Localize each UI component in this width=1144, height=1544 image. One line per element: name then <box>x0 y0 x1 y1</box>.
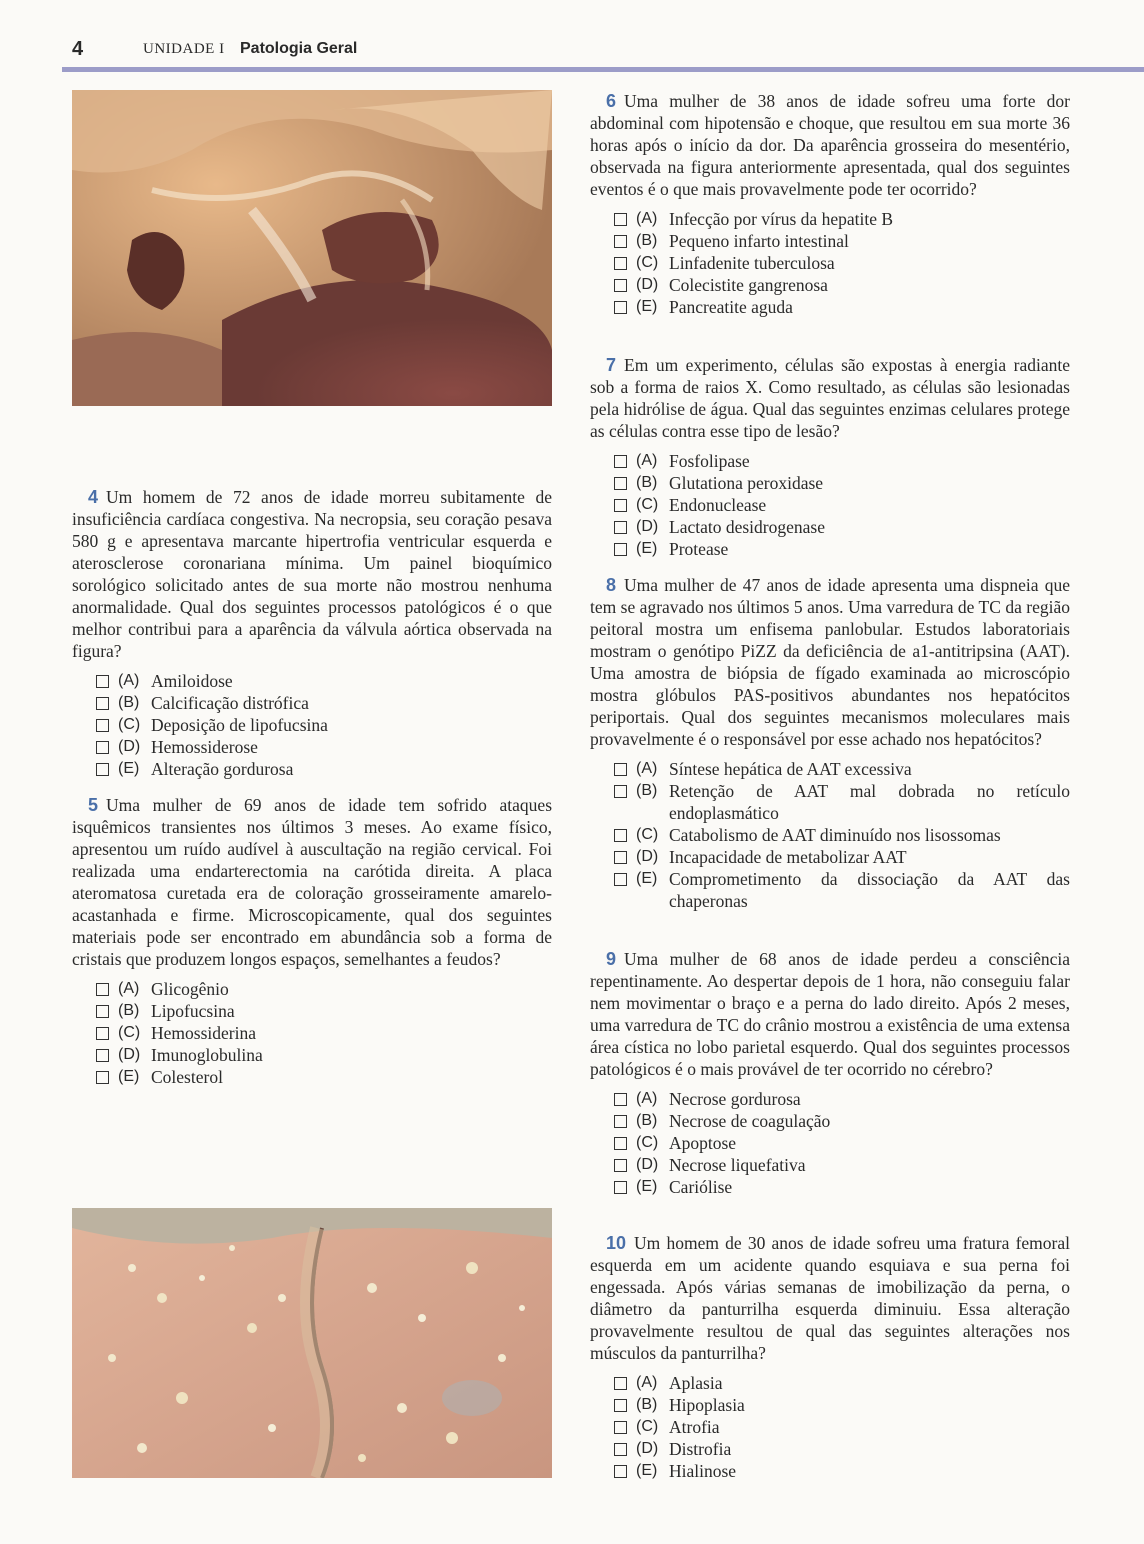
checkbox-icon[interactable] <box>614 873 627 886</box>
option-text: Hemossiderina <box>151 1023 256 1043</box>
option-letter: (D) <box>118 738 141 755</box>
question-text: Uma mulher de 47 anos de idade apresenta uma dispneia que tem se agravado nos últimos 5 anos. Uma varredura de TC da região peitoral mostra um enfisema panlobular. Estudos laboratoriais mostram o genótipo PiZZ da deficiência de a1-antitripsina (AAT). Uma amostra de biópsia de fígado examinada ao microscópio mostra glóbulos PAS-positivos abundantes nos hepatócitos periportais. Qual dos seguintes mecanismos moleculares mais provavelmente é o responsável por esse achado nos hepatócitos? <box>590 575 1070 749</box>
question-text: Uma mulher de 68 anos de idade perdeu a consciência repentinamente. Ao despertar depois de 1 hora, não conseguiu falar nem movimentar o braço e a perna do lado direito. Após 2 meses, uma varredura de TC do crânio mostrou a existência de uma extensa área cística no lobo parietal esquerdo. Qual dos seguintes processos patológicos é o mais provável de ter ocorrido no cérebro? <box>590 949 1070 1079</box>
option-letter: (A) <box>118 980 140 997</box>
option-text: Hipoplasia <box>669 1395 745 1415</box>
option-d[interactable] <box>614 516 1070 538</box>
checkbox-icon[interactable] <box>614 1181 627 1194</box>
question-9 <box>590 948 1070 1198</box>
option-letter: (A) <box>118 672 140 689</box>
option-letter: (C) <box>636 254 659 271</box>
option-text: Apoptose <box>669 1133 737 1153</box>
option-letter: (A) <box>636 760 658 777</box>
option-text: Hialinose <box>669 1461 737 1481</box>
checkbox-icon[interactable] <box>96 697 109 710</box>
option-text: Síntese hepática de AAT excessiva <box>669 759 912 779</box>
option-letter: (B) <box>118 694 140 711</box>
option-text: Lipofucsina <box>151 1001 235 1021</box>
checkbox-icon[interactable] <box>96 675 109 688</box>
option-d[interactable] <box>96 1044 552 1066</box>
question-stem <box>72 486 552 662</box>
option-c[interactable] <box>96 714 552 736</box>
checkbox-icon[interactable] <box>614 521 627 534</box>
checkbox-icon[interactable] <box>614 1159 627 1172</box>
option-e[interactable] <box>614 868 1070 912</box>
option-letter: (A) <box>636 1090 658 1107</box>
mesentery-photo-image <box>72 1208 552 1478</box>
checkbox-icon[interactable] <box>614 1421 627 1434</box>
option-letter: (E) <box>636 870 658 887</box>
option-b[interactable] <box>614 1110 1070 1132</box>
option-text: Pequeno infarto intestinal <box>669 231 849 251</box>
checkbox-icon[interactable] <box>614 1093 627 1106</box>
question-text: Um homem de 72 anos de idade morreu subitamente de insuficiência cardíaca congestiva. Na necropsia, seu coração pesava 580 g e apresentava marcante hipertrofia ventricular esquerda e aterosclerose coronariana mínima. Um painel bioquímico sorológico solicitado antes de sua morte não mostrou nenhuma anormalidade. Qual dos seguintes processos patológicos é o que melhor contribui para a aparência da válvula aórtica observada na figura? <box>72 487 552 661</box>
option-c[interactable] <box>96 1022 552 1044</box>
checkbox-icon[interactable] <box>96 983 109 996</box>
option-d[interactable] <box>614 274 1070 296</box>
option-text: Catabolismo de AAT diminuído nos lisossomas <box>669 825 1001 845</box>
option-text: Glicogênio <box>151 979 229 999</box>
option-letter: (E) <box>118 1068 140 1085</box>
answer-options <box>72 978 552 1088</box>
option-text: Comprometimento da dissociação da AAT das chaperonas <box>669 869 1070 911</box>
option-text: Glutationa peroxidase <box>669 473 824 493</box>
option-letter: (C) <box>636 1134 659 1151</box>
answer-options <box>590 1088 1070 1198</box>
option-letter: (D) <box>636 276 659 293</box>
page-number: 4 <box>72 38 84 60</box>
question-number: 9 <box>606 949 617 969</box>
question-number: 5 <box>88 795 99 815</box>
question-6 <box>590 90 1070 318</box>
option-text: Pancreatite aguda <box>669 297 793 317</box>
question-8 <box>590 574 1070 912</box>
question-number: 6 <box>606 91 617 111</box>
option-text: Protease <box>669 539 729 559</box>
option-text: Cariólise <box>669 1177 733 1197</box>
question-stem <box>590 90 1070 200</box>
option-letter: (E) <box>636 1462 658 1479</box>
option-letter: (C) <box>636 826 659 843</box>
option-a[interactable] <box>614 758 1070 780</box>
option-text: Atrofia <box>669 1417 720 1437</box>
option-b[interactable] <box>614 780 1070 824</box>
option-letter: (D) <box>118 1046 141 1063</box>
question-4 <box>72 486 552 780</box>
option-letter: (D) <box>636 518 659 535</box>
answer-options <box>590 208 1070 318</box>
answer-options <box>72 670 552 780</box>
option-text: Colecistite gangrenosa <box>669 275 828 295</box>
option-c[interactable] <box>614 1132 1070 1154</box>
checkbox-icon[interactable] <box>614 455 627 468</box>
option-d[interactable] <box>614 1154 1070 1176</box>
option-b[interactable] <box>614 230 1070 252</box>
option-letter: (B) <box>636 1396 658 1413</box>
option-letter: (B) <box>636 1112 658 1129</box>
option-e[interactable] <box>614 538 1070 560</box>
option-e[interactable] <box>614 1176 1070 1198</box>
checkbox-icon[interactable] <box>96 1005 109 1018</box>
option-letter: (B) <box>636 782 658 799</box>
option-e[interactable] <box>96 758 552 780</box>
checkbox-icon[interactable] <box>96 763 109 776</box>
option-letter: (D) <box>636 1156 659 1173</box>
option-c[interactable] <box>614 1416 1070 1438</box>
option-text: Amiloidose <box>151 671 233 691</box>
option-letter: (E) <box>636 298 658 315</box>
option-a[interactable] <box>614 1088 1070 1110</box>
option-b[interactable] <box>614 472 1070 494</box>
option-letter: (C) <box>118 1024 141 1041</box>
option-text: Deposição de lipofucsina <box>151 715 328 735</box>
option-letter: (C) <box>118 716 141 733</box>
answer-options <box>590 758 1070 912</box>
option-letter: (B) <box>636 232 658 249</box>
question-text: Uma mulher de 38 anos de idade sofreu uma forte dor abdominal com hipotensão e choque, que resultou em sua morte 36 horas após o início da dor. Da aparência grosseira do mesentério, observada na figura anteriormente apresentada, qual dos seguintes eventos é o que mais provavelmente pode ter ocorrido? <box>590 91 1070 199</box>
option-a[interactable] <box>96 670 552 692</box>
question-stem <box>590 1232 1070 1364</box>
checkbox-icon[interactable] <box>96 741 109 754</box>
option-letter: (E) <box>636 1178 658 1195</box>
option-b[interactable] <box>96 692 552 714</box>
checkbox-icon[interactable] <box>96 1071 109 1084</box>
option-d[interactable] <box>614 1438 1070 1460</box>
question-number: 10 <box>606 1233 627 1253</box>
answer-options <box>590 1372 1070 1482</box>
option-b[interactable] <box>614 1394 1070 1416</box>
option-c[interactable] <box>614 252 1070 274</box>
option-letter: (A) <box>636 210 658 227</box>
checkbox-icon[interactable] <box>614 543 627 556</box>
option-a[interactable] <box>96 978 552 1000</box>
question-10 <box>590 1232 1070 1482</box>
section-title: Patologia Geral <box>240 40 358 57</box>
checkbox-icon[interactable] <box>614 1399 627 1412</box>
checkbox-icon[interactable] <box>614 499 627 512</box>
checkbox-icon[interactable] <box>96 1027 109 1040</box>
option-text: Incapacidade de metabolizar AAT <box>669 847 907 867</box>
aortic-valve-photo <box>72 90 552 406</box>
option-b[interactable] <box>96 1000 552 1022</box>
answer-options <box>590 450 1070 560</box>
checkbox-icon[interactable] <box>96 1049 109 1062</box>
question-text: Um homem de 30 anos de idade sofreu uma fratura femoral esquerda em um acidente quando esquiava e sua perna foi engessada. Após várias semanas de imobilização da perna, o diâmetro da panturrilha esquerda diminuiu. Essa alteração provavelmente resultou de qual das seguintes alterações nos músculos da panturrilha? <box>590 1233 1070 1363</box>
option-a[interactable] <box>614 450 1070 472</box>
checkbox-icon[interactable] <box>614 1137 627 1150</box>
question-stem <box>590 948 1070 1080</box>
option-d[interactable] <box>96 736 552 758</box>
checkbox-icon[interactable] <box>614 1377 627 1390</box>
unit-label: UNIDADE I <box>143 41 225 57</box>
question-stem <box>590 574 1070 750</box>
option-letter: (D) <box>636 848 659 865</box>
question-stem <box>72 794 552 970</box>
option-letter: (B) <box>118 1002 140 1019</box>
mesentery-photo <box>72 1208 552 1478</box>
option-text: Necrose gordurosa <box>669 1089 801 1109</box>
option-text: Distrofia <box>669 1439 732 1459</box>
option-text: Alteração gordurosa <box>151 759 294 779</box>
checkbox-icon[interactable] <box>614 477 627 490</box>
option-text: Fosfolipase <box>669 451 750 471</box>
option-c[interactable] <box>614 494 1070 516</box>
checkbox-icon[interactable] <box>614 1465 627 1478</box>
question-number: 8 <box>606 575 617 595</box>
question-number: 7 <box>606 355 617 375</box>
checkbox-icon[interactable] <box>614 257 627 270</box>
option-text: Necrose de coagulação <box>669 1111 831 1131</box>
checkbox-icon[interactable] <box>614 213 627 226</box>
header-rule <box>62 67 1144 72</box>
option-e[interactable] <box>614 296 1070 318</box>
option-a[interactable] <box>614 1372 1070 1394</box>
option-letter: (A) <box>636 452 658 469</box>
option-text: Hemossiderose <box>151 737 258 757</box>
question-stem <box>590 354 1070 442</box>
option-letter: (E) <box>636 540 658 557</box>
question-text: Em um experimento, células são expostas à energia radiante sob a forma de raios X. Como resultado, as células são lesionadas pela hidrólise de água. Qual das seguintes enzimas celulares protege as células contra esse tipo de lesão? <box>590 355 1070 441</box>
option-text: Endonuclease <box>669 495 767 515</box>
option-c[interactable] <box>614 824 1070 846</box>
checkbox-icon[interactable] <box>614 301 627 314</box>
checkbox-icon[interactable] <box>614 829 627 842</box>
checkbox-icon[interactable] <box>614 1443 627 1456</box>
aortic-valve-photo-image <box>72 90 552 406</box>
option-text: Infecção por vírus da hepatite B <box>669 209 894 229</box>
question-number: 4 <box>88 487 99 507</box>
option-text: Imunoglobulina <box>151 1045 263 1065</box>
option-text: Necrose liquefativa <box>669 1155 806 1175</box>
checkbox-icon[interactable] <box>614 763 627 776</box>
checkbox-icon[interactable] <box>614 235 627 248</box>
option-letter: (E) <box>118 760 140 777</box>
checkbox-icon[interactable] <box>614 785 627 798</box>
option-letter: (B) <box>636 474 658 491</box>
option-letter: (C) <box>636 1418 659 1435</box>
option-text: Retenção de AAT mal dobrada no retículo endoplasmático <box>669 781 1070 823</box>
checkbox-icon[interactable] <box>614 279 627 292</box>
question-7 <box>590 354 1070 560</box>
option-text: Linfadenite tuberculosa <box>669 253 835 273</box>
option-d[interactable] <box>614 846 1070 868</box>
option-text: Lactato desidrogenase <box>669 517 825 537</box>
option-e[interactable] <box>96 1066 552 1088</box>
page-header <box>0 0 1144 72</box>
option-letter: (A) <box>636 1374 658 1391</box>
option-letter: (D) <box>636 1440 659 1457</box>
question-text: Uma mulher de 69 anos de idade tem sofrido ataques isquêmicos transientes nos últimos 3 meses. Ao exame físico, apresentou um ruído audível à auscultação na região cervical. Foi realizada uma endarterectomia na carótida direita. A placa ateromatosa curetada era de coloração grosseiramente amarelo-acastanhada e firme. Microscopicamente, qual dos seguintes materiais pode ser encontrado em abundância sob a forma de cristais que produzem longos espaços, semelhantes a feudos? <box>72 795 552 969</box>
option-e[interactable] <box>614 1460 1070 1482</box>
option-text: Calcificação distrófica <box>151 693 309 713</box>
option-text: Aplasia <box>669 1373 723 1393</box>
checkbox-icon[interactable] <box>614 851 627 864</box>
option-text: Colesterol <box>151 1067 223 1087</box>
checkbox-icon[interactable] <box>96 719 109 732</box>
option-letter: (C) <box>636 496 659 513</box>
option-a[interactable] <box>614 208 1070 230</box>
question-5 <box>72 794 552 1088</box>
checkbox-icon[interactable] <box>614 1115 627 1128</box>
